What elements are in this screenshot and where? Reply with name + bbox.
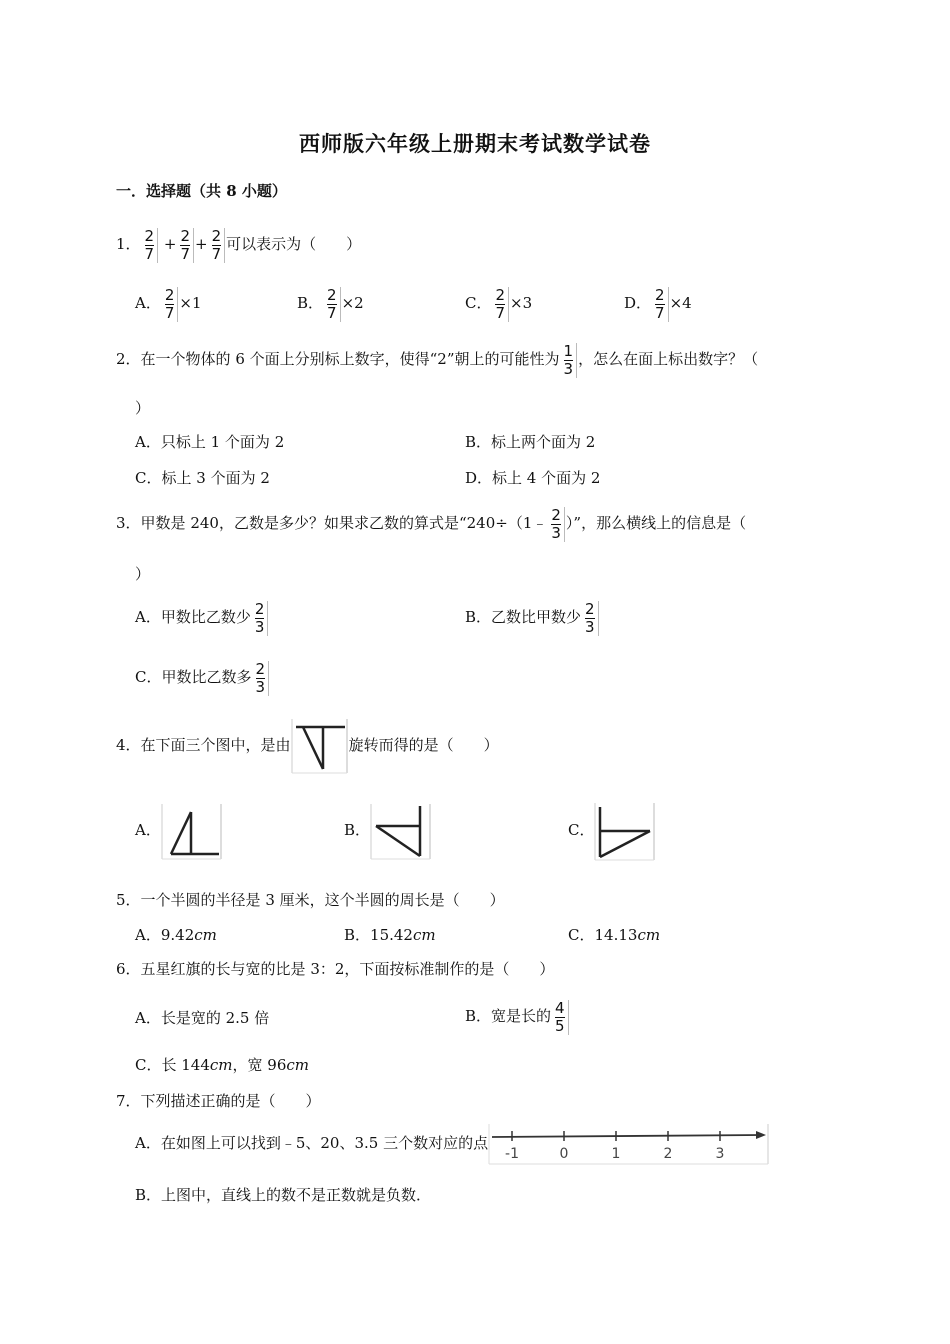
question-2: 2．在一个物体的 6 个面上分别标上数字，使得“2”朝上的可能性为 $\frac{1}{3}$ ，怎么在面上标出数字？（ xyxy=(116,341,759,378)
option-b[interactable]: B．上图中，直线上的数不是正数就是负数． xyxy=(135,1186,432,1204)
fraction: $\frac{1}{3}$ xyxy=(561,343,578,378)
axis-tick-label: 2 xyxy=(663,1146,673,1162)
source-figure xyxy=(291,717,349,775)
fraction: $\frac{2}{3}$ xyxy=(548,507,565,542)
option-b[interactable]: B．宽是长的 $\frac{4}{5}$ xyxy=(465,996,570,1036)
option-a[interactable]: A．9.42cm xyxy=(135,926,217,944)
question-close-paren: ） xyxy=(135,565,151,583)
option-c[interactable]: C． xyxy=(568,800,656,861)
question-3: 3．甲数是 240，乙数是多少？如果求乙数的算式是“240÷（1﹣ $\frac{2}{3}$ ）”，那么横线上的信息是（ xyxy=(116,505,747,542)
question-1 xyxy=(116,226,361,263)
option-d[interactable]: D．标上 4 个面为 2 xyxy=(465,469,601,487)
question-4: 4．在下面三个图中，是由 旋转而得的是（ ） xyxy=(116,716,499,775)
option-a[interactable]: A．甲数比乙数少 $\frac{2}{3}$ xyxy=(135,599,269,636)
question-number: 1． xyxy=(116,235,141,253)
fraction: $\frac{2}{7}$ xyxy=(177,228,194,263)
page-title: 西师版六年级上册期末考试数学试卷 xyxy=(299,131,651,156)
fraction: $\frac{2}{7}$ xyxy=(142,228,159,263)
question-6: 6．五星红旗的长与宽的比是 3：2，下面按标准制作的是（ ） xyxy=(116,960,555,978)
axis-tick-label: 0 xyxy=(559,1146,569,1162)
option-c[interactable]: C．长 144cm，宽 96cm xyxy=(135,1056,309,1074)
option-a[interactable]: A．在如图上可以找到﹣5、20、3.5 三个数对应的点 -1 0 1 2 3 xyxy=(135,1122,770,1165)
option-a[interactable]: A．长是宽的 2.5 倍 xyxy=(135,1009,270,1027)
option-c[interactable]: C． $\frac{2}{7}$ ×3 xyxy=(465,285,533,322)
option-a[interactable]: A． $\frac{2}{7}$ ×1 xyxy=(135,285,202,322)
question-close-paren: ） xyxy=(135,399,151,417)
axis-tick-label: 1 xyxy=(611,1146,621,1162)
option-a[interactable]: A．只标上 1 个面为 2 xyxy=(135,433,285,451)
option-a[interactable]: A． xyxy=(135,800,223,860)
question-text: 可以表示为（ ） xyxy=(226,235,362,253)
plus-sign: + xyxy=(194,235,208,253)
option-c[interactable]: C．14.13cm xyxy=(568,926,661,944)
option-c[interactable]: C．甲数比乙数多 $\frac{2}{3}$ xyxy=(135,659,270,696)
question-5: 5．一个半圆的半径是 3 厘米，这个半圆的周长是（ ） xyxy=(116,891,505,909)
option-b[interactable]: B．标上两个面为 2 xyxy=(465,433,596,451)
figure-b xyxy=(370,802,432,860)
option-b[interactable]: B． $\frac{2}{7}$ ×2 xyxy=(297,285,364,322)
fraction: $\frac{2}{7}$ xyxy=(209,228,226,263)
question-7: 7．下列描述正确的是（ ） xyxy=(116,1092,321,1110)
option-b[interactable]: B．15.42cm xyxy=(344,926,436,944)
plus-sign: + xyxy=(159,235,177,253)
option-b[interactable]: B．乙数比甲数少 $\frac{2}{3}$ xyxy=(465,599,600,636)
figure-c xyxy=(594,801,656,861)
option-b[interactable]: B． xyxy=(344,800,432,860)
axis-tick-label: -1 xyxy=(505,1146,520,1162)
number-line-figure xyxy=(488,1123,770,1165)
option-d[interactable]: D． $\frac{2}{7}$ ×4 xyxy=(624,285,692,322)
section-heading: 一．选择题（共 8 小题） xyxy=(116,182,287,200)
option-c[interactable]: C．标上 3 个面为 2 xyxy=(135,469,270,487)
axis-tick-label: 3 xyxy=(715,1146,725,1162)
figure-a xyxy=(161,802,223,860)
